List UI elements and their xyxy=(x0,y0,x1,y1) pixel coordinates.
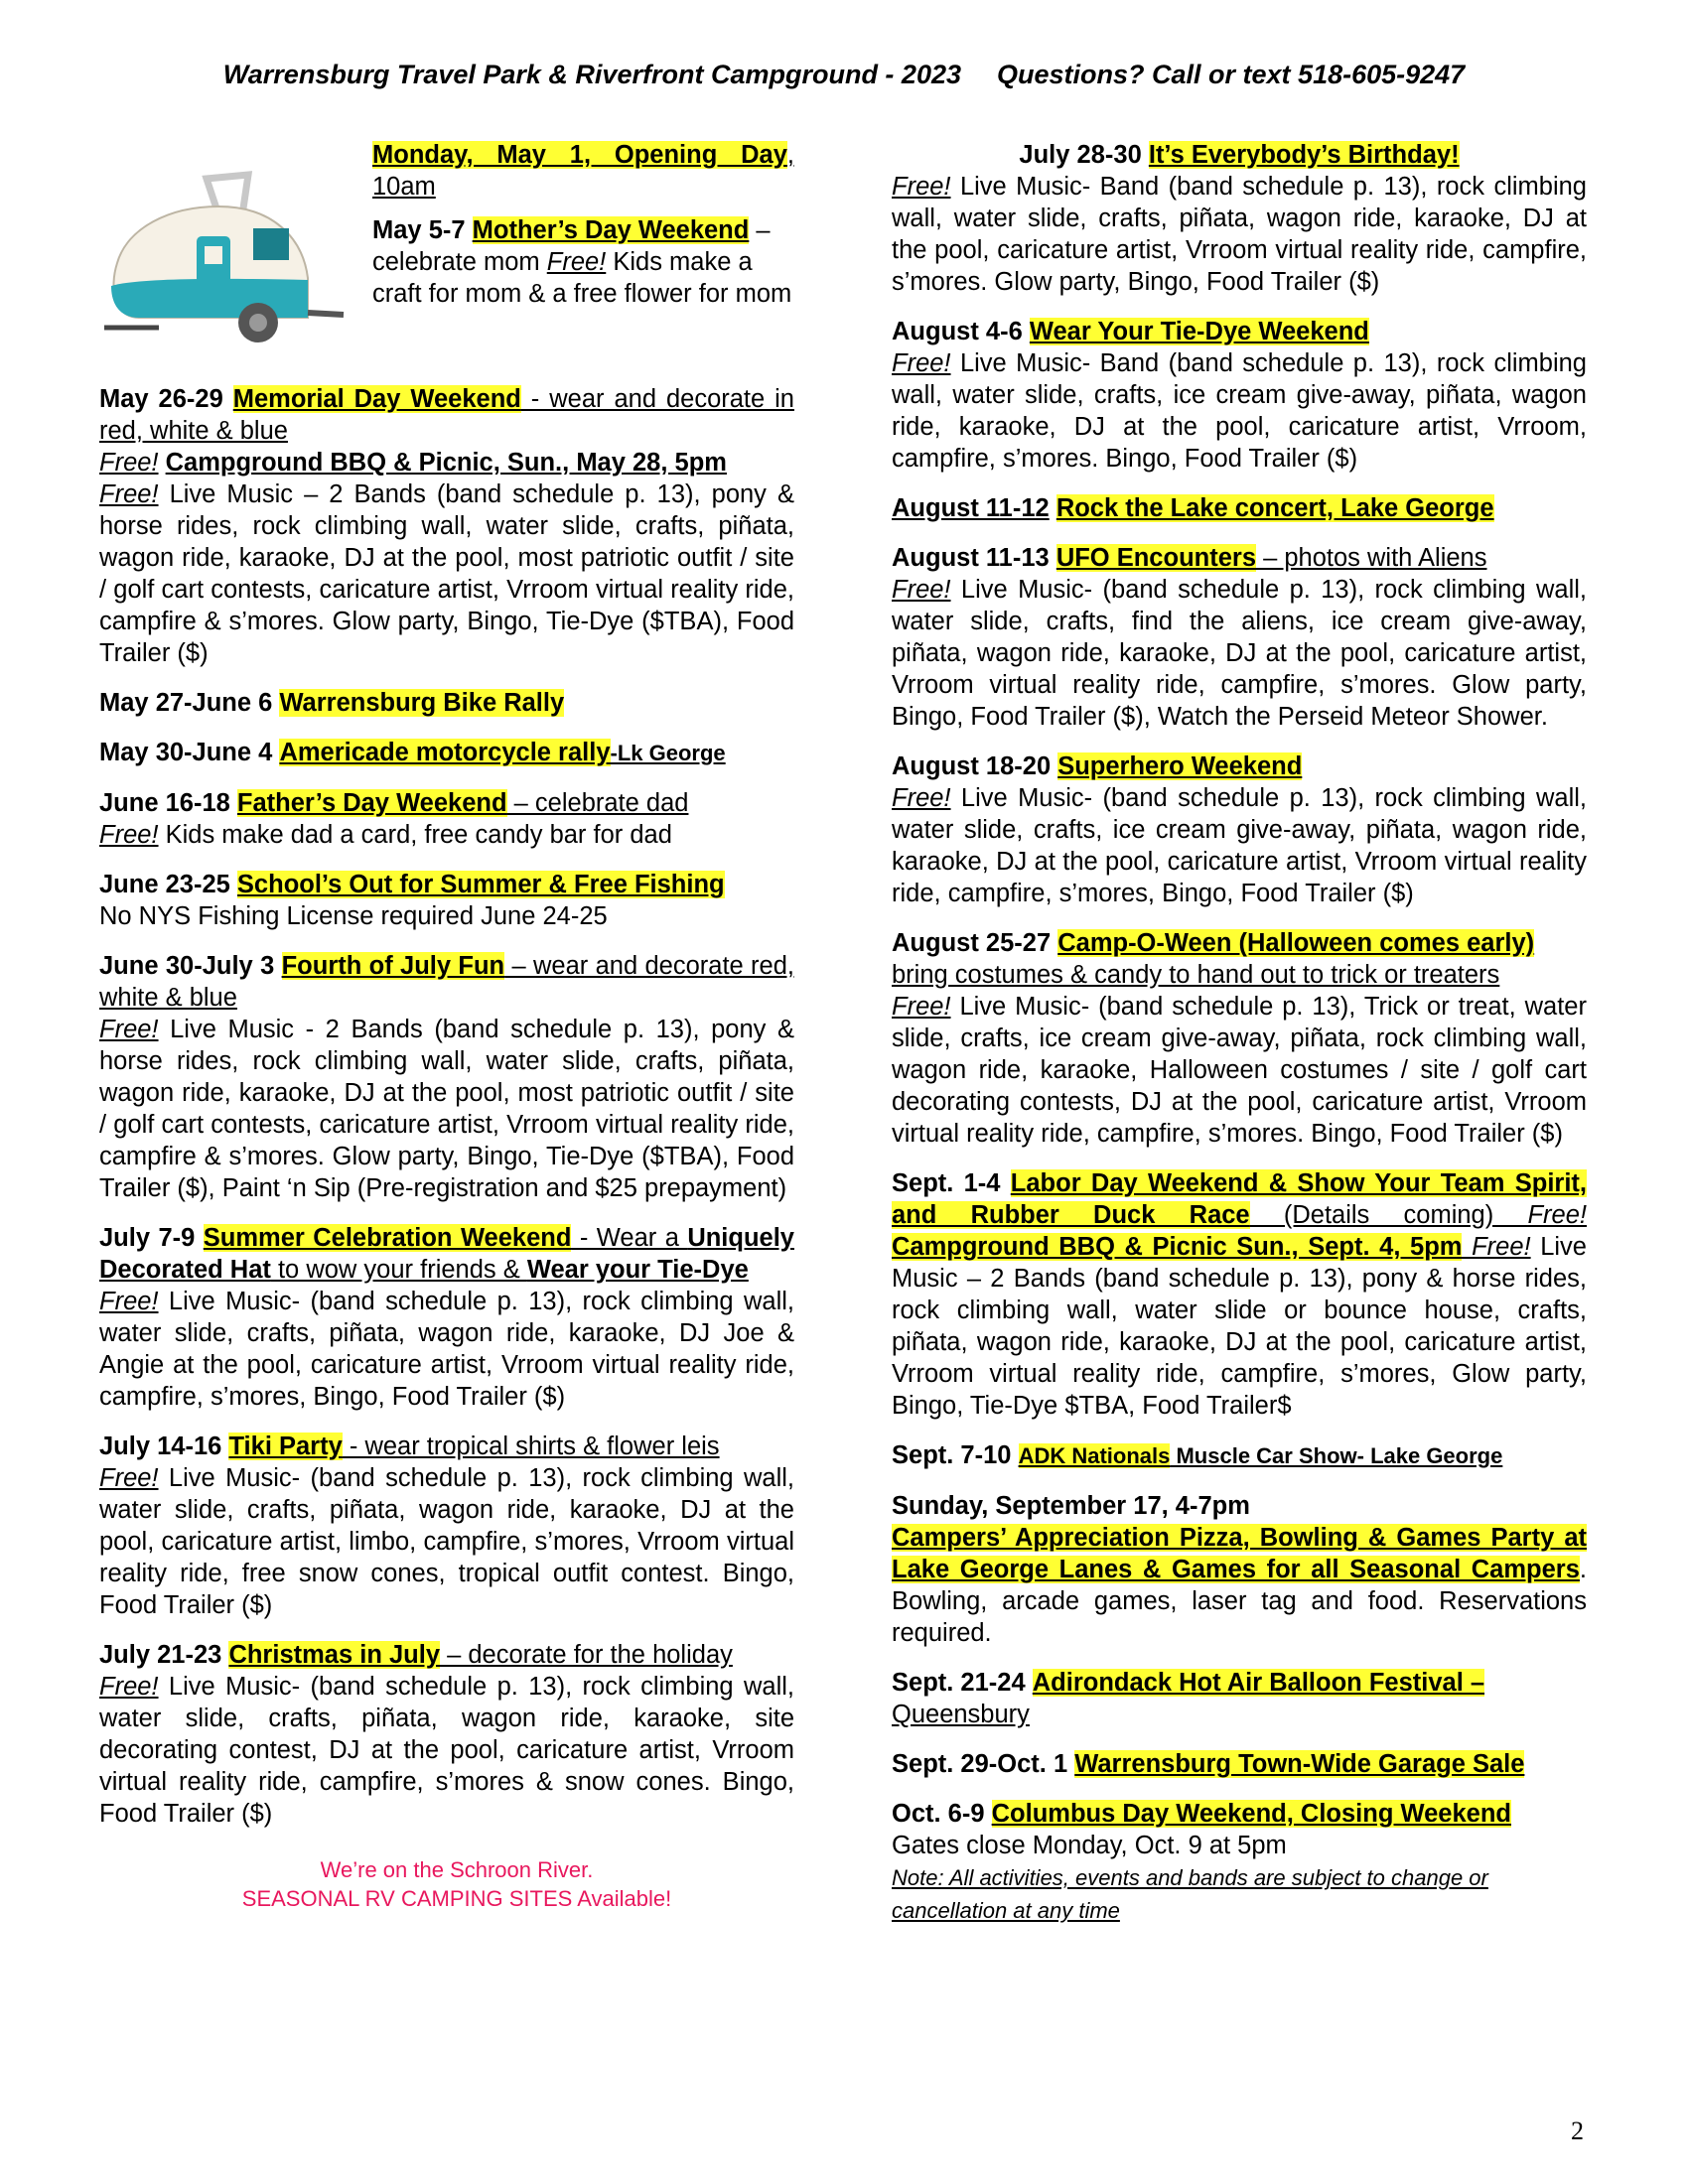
event-tie-dye-weekend: August 4-6 Wear Your Tie-Dye Weekend Free! Live Music- Band (band schedule p. 13), rock climbing wall, water slide, crafts, ice cream give-away, piñata, wagon ride, karaoke, DJ at the pool, caricature artist, Vrroom, campfire, s’mores. Bingo, Food Trailer ($) xyxy=(892,318,1587,473)
event-campers-appreciation: Sunday, September 17, 4-7pm Campers’ Appreciation Pizza, Bowling & Games Party at Lake George Lanes & Games for all Seasonal Campers. Bowling, arcade games, laser tag and food. Reservations required. xyxy=(892,1492,1587,1647)
event-garage-sale: Sept. 29-Oct. 1 Warrensburg Town-Wide Garage Sale xyxy=(892,1750,1525,1778)
event-labor-day: Sept. 1-4 Labor Day Weekend & Show Your Team Spirit, and Rubber Duck Race (Details coming) Free! Campground BBQ & Picnic Sun., Sept. 4, 5pm Free! Live Music – 2 Bands (band schedule p. 13), pony & horse rides, rock climbing wall, water slide or bounce house, crafts, piñata, wagon ride, karaoke, DJ at the pool, caricature artist, Vrroom virtual reality ride, campfire, s’mores, Glow party, Bingo, Tie-Dye $TBA, Food Trailer$ xyxy=(892,1169,1588,1420)
event-camp-o-ween: August 25-27 Camp-O-Ween (Halloween comes early) bring costumes & candy to hand out to trick or treaters Free! Live Music- (band schedule p. 13), Trick or treat, water slide, crafts, ice cream give-away, piñata, rock climbing wall, wagon ride, karaoke, Halloween costumes / site / golf cart decorating contests, DJ at the pool, caricature artist, Vrroom virtual reality ride, campfire, s’mores. Bingo, Food Trailer ($) xyxy=(892,929,1587,1148)
event-fourth-of-july: June 30-July 3 Fourth of July Fun – wear and decorate red, white & blue Free! Live Music - 2 Bands (band schedule p. 13), pony & horse rides, rock climbing wall, water slide, crafts, piñata, wagon ride, karaoke, DJ at the pool, most patriotic outfit / site / golf cart contests, caricature artist, Vrroom virtual reality ride, campfire & s’mores. Glow party, Bingo, Tie-Dye ($TBA), Food Trailer ($), Paint ‘n Sip (Pre-registration and $25 prepayment) xyxy=(99,952,794,1202)
event-superhero-weekend: August 18-20 Superhero Weekend Free! Live Music- (band schedule p. 13), rock climbing wall, water slide, crafts, ice cream give-away, piñata, wagon ride, karaoke, DJ at the pool, caricature artist, Vrroom virtual reality ride, campfire, s’mores, Bingo, Food Trailer ($) xyxy=(892,752,1587,907)
event-columbus-day: Oct. 6-9 Columbus Day Weekend, Closing Weekend Gates close Monday, Oct. 9 at 5pm Note: All activities, events and bands are subject to change or cancellation at any time xyxy=(892,1800,1511,1923)
event-fathers-day: June 16-18 Father’s Day Weekend – celebrate dad Free! Kids make dad a card, free candy bar for dad xyxy=(99,789,689,849)
event-summer-celebration: July 7-9 Summer Celebration Weekend - Wear a Uniquely Decorated Hat to wow your friends & Wear your Tie-Dye Free! Live Music- (band schedule p. 13), rock climbing wall, water slide, crafts, piñata, wagon ride, karaoke, DJ Joe & Angie at the pool, caricature artist, Vrroom virtual reality ride, campfire, s’mores, Bingo, Food Trailer ($) xyxy=(99,1224,794,1411)
event-mothers-day: May 5-7 Mother’s Day Weekend – celebrate mom Free! Kids make a craft for mom & a free flower for mom xyxy=(372,216,792,308)
event-bike-rally: May 27-June 6 Warrensburg Bike Rally xyxy=(99,689,565,717)
camper-trailer-icon xyxy=(99,169,348,357)
event-opening-day: Monday, May 1, Opening Day, 10am xyxy=(372,141,794,201)
event-balloon-festival: Sept. 21-24 Adirondack Hot Air Balloon Festival – Queensbury xyxy=(892,1669,1485,1728)
header-contact: Questions? Call or text 518-605-9247 xyxy=(997,60,1466,89)
event-ufo-encounters: August 11-13 UFO Encounters – photos with Aliens Free! Live Music- (band schedule p. 13), rock climbing wall, water slide, crafts, find the aliens, ice cream give-away, piñata, wagon ride, karaoke, DJ at the pool, caricature artist, Vrroom virtual reality ride, campfire, s’mores. Glow party, Bingo, Food Trailer ($), Watch the Perseid Meteor Shower. xyxy=(892,544,1587,731)
right-column xyxy=(892,139,1587,1945)
seasonal-sites-note: We’re on the Schroon River. SEASONAL RV CAMPING SITES Available! xyxy=(241,1857,672,1911)
event-rock-the-lake: August 11-12 Rock the Lake concert, Lake George xyxy=(892,494,1494,522)
event-tiki-party: July 14-16 Tiki Party - wear tropical shirts & flower leis Free! Live Music- (band schedule p. 13), rock climbing wall, water slide, crafts, piñata, wagon ride, karaoke, DJ at the pool, caricature artist, limbo, campfire, s’mores, Vrroom virtual reality ride, free snow cones, tropical outfit contest. Bingo, Food Trailer ($) xyxy=(99,1433,794,1619)
left-column xyxy=(99,139,794,1913)
page-number: 2 xyxy=(1571,2116,1584,2145)
top-events xyxy=(372,139,794,310)
event-christmas-in-july: July 21-23 Christmas in July – decorate for the holiday Free! Live Music- (band schedule p. 13), rock climbing wall, water slide, crafts, piñata, wagon ride, karaoke, site decorating contest, DJ at the pool, caricature artist, Vrroom virtual reality ride, campfire, s’mores & snow cones. Bingo, Food Trailer ($) xyxy=(99,1641,794,1828)
page-header xyxy=(0,60,1688,90)
event-everybodys-birthday: July 28-30 It’s Everybody’s Birthday! Free! Live Music- Band (band schedule p. 13), rock climbing wall, water slide, crafts, piñata, wagon ride, karaoke, DJ at the pool, caricature artist, Vrroom virtual reality ride, campfire, s’mores. Glow party, Bingo, Food Trailer ($) xyxy=(892,141,1587,296)
event-schools-out: June 23-25 School’s Out for Summer & Free Fishing No NYS Fishing License required June 24-25 xyxy=(99,871,725,930)
event-americade: May 30-June 4 Americade motorcycle rally-Lk George xyxy=(99,739,726,766)
top-block xyxy=(99,139,794,367)
event-adk-nationals: Sept. 7-10 ADK Nationals Muscle Car Show- Lake George xyxy=(892,1441,1503,1469)
header-title: Warrensburg Travel Park & Riverfront Campground - 2023 xyxy=(222,60,961,89)
event-memorial-day: May 26-29 Memorial Day Weekend - wear and decorate in red, white & blue Free! Campground BBQ & Picnic, Sun., May 28, 5pm Free! Live Music – 2 Bands (band schedule p. 13), pony & horse rides, rock climbing wall, water slide, crafts, piñata, wagon ride, karaoke, DJ at the pool, most patriotic outfit / site / golf cart contests, caricature artist, Vrroom virtual reality ride, campfire & s’mores. Glow party, Bingo, Tie-Dye ($TBA), Food Trailer ($) xyxy=(99,385,794,667)
